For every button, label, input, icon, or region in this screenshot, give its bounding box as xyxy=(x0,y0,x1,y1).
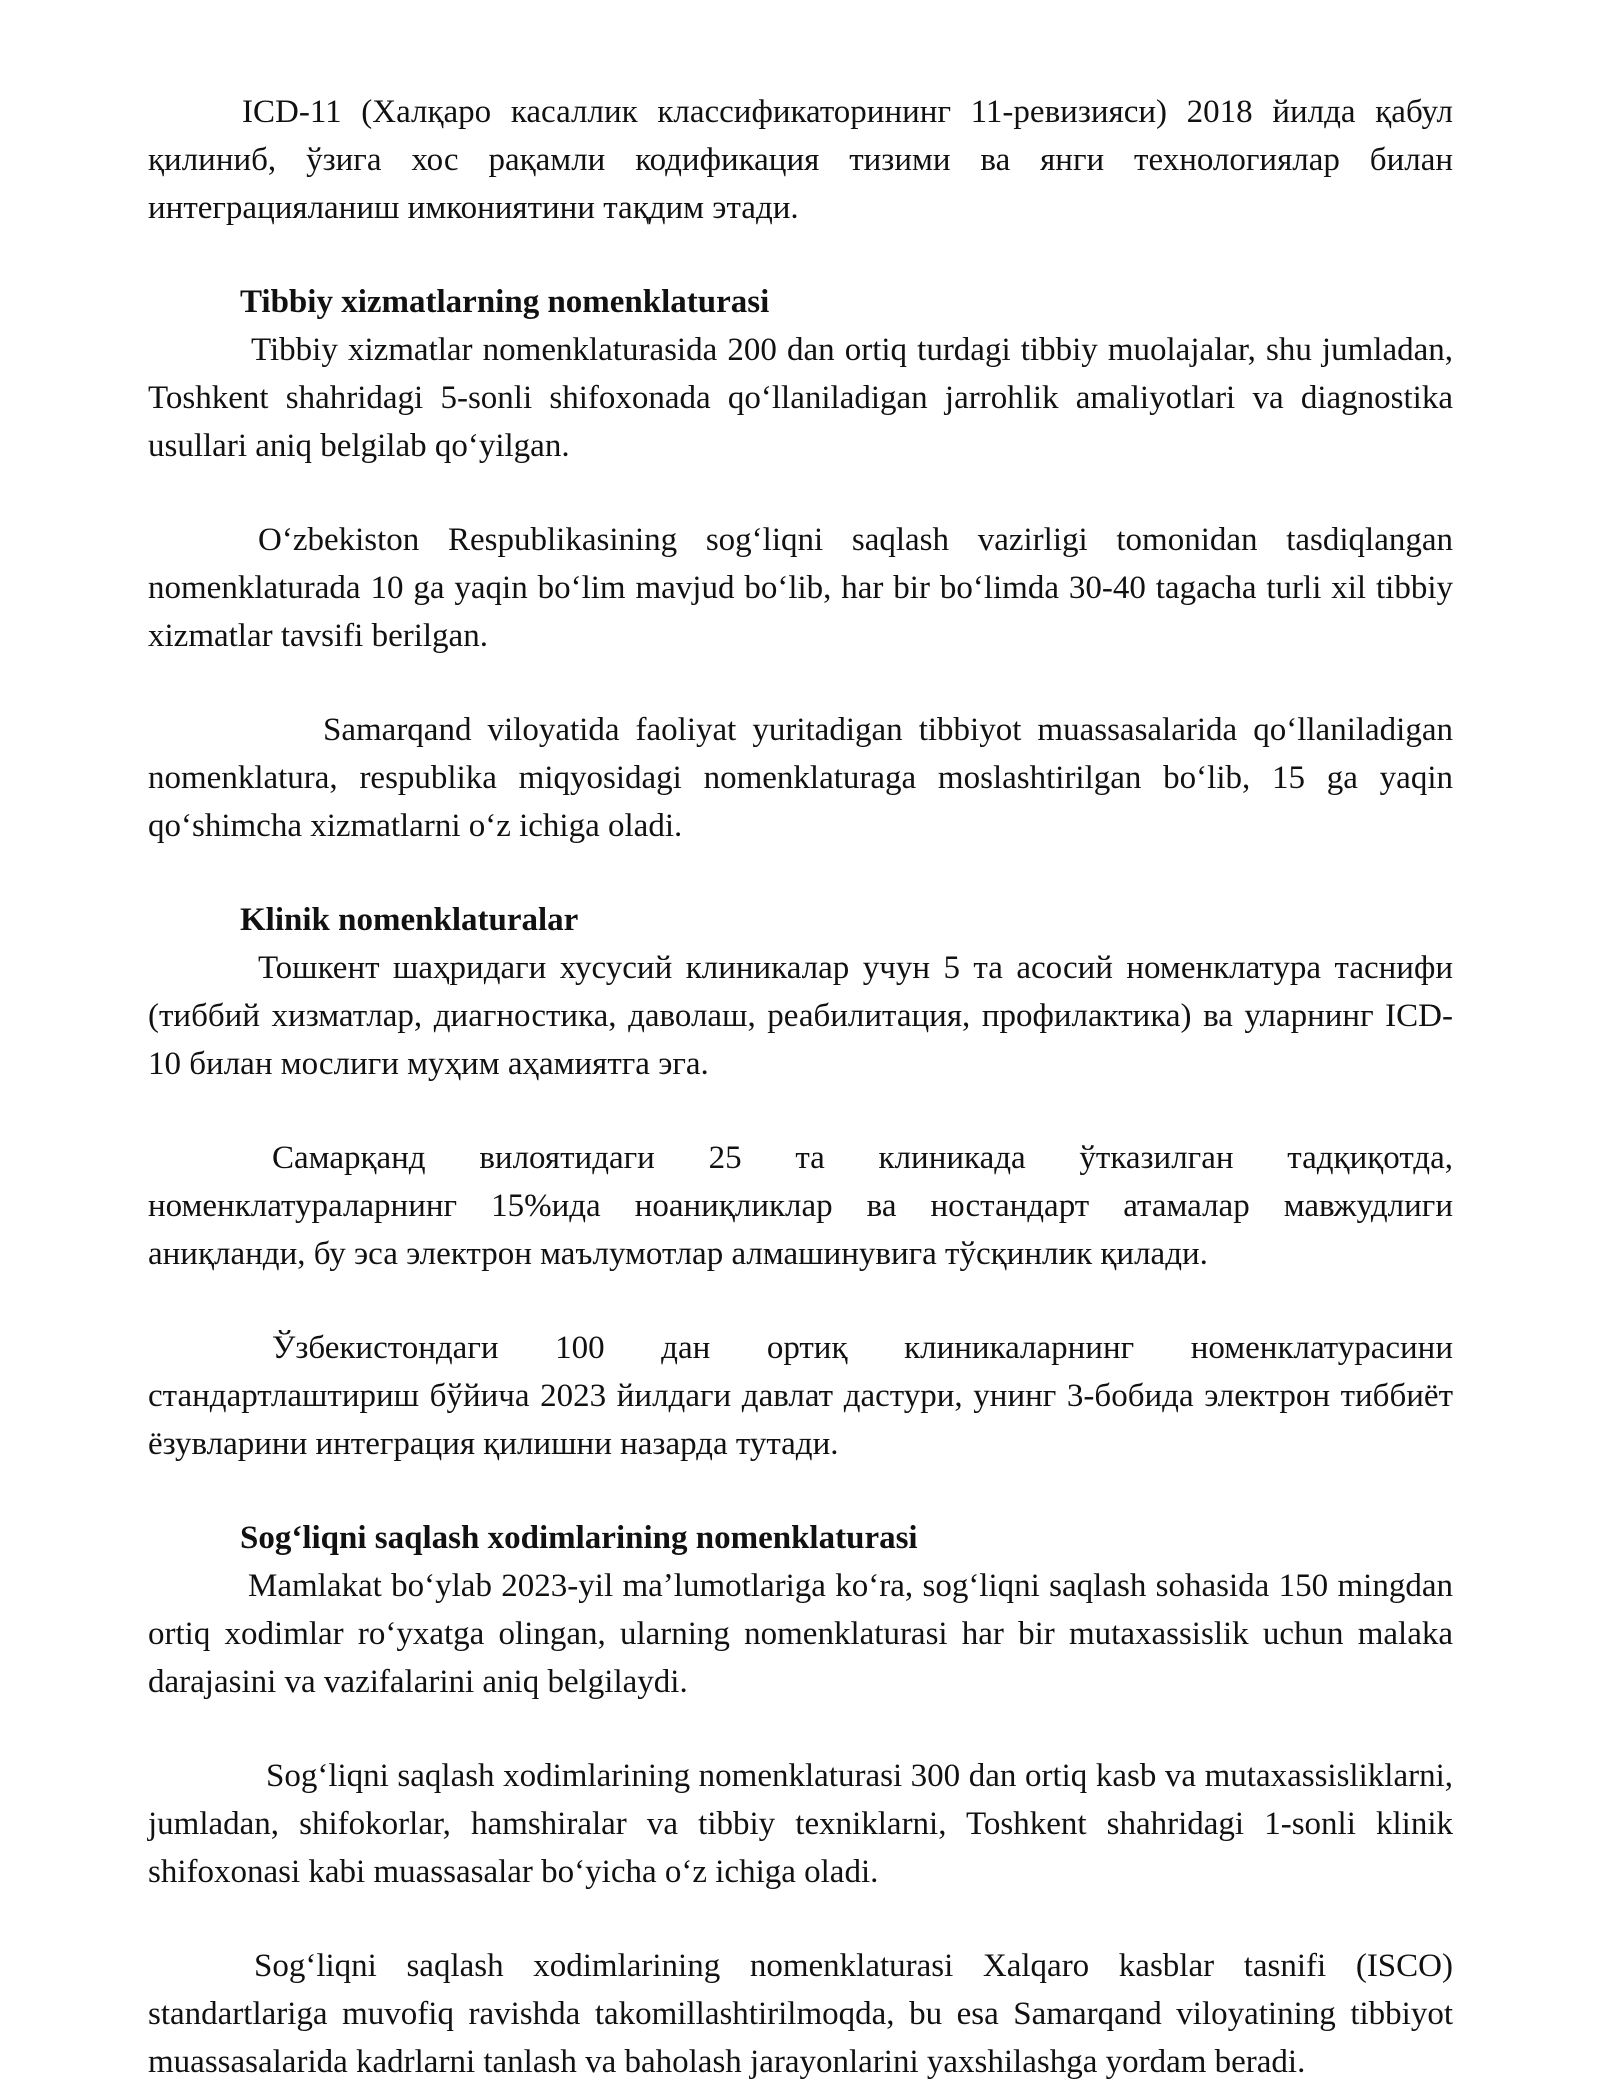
spacer xyxy=(148,1088,1453,1134)
paragraph-tashkent-clinics: Тошкент шаҳридаги хусусий клиникалар учун 5 та асосий номенклатура таснифи (тиббий хизматлар, диагностика, даволаш, реабилитация, профилактика) ва уларнинг ICD-10 билан мослиги муҳим аҳамиятга эга. xyxy=(148,950,1453,1082)
spacer xyxy=(148,1706,1453,1752)
document-page xyxy=(148,88,1453,2086)
spacer xyxy=(148,1468,1453,1514)
spacer xyxy=(148,470,1453,516)
spacer xyxy=(148,1278,1453,1324)
paragraph-services-200: Tibbiy xizmatlar nomenklaturasida 200 dan ortiq turdagi tibbiy muolajalar, shu jumladan, Toshkent shahridagi 5-sonli shifoxonada qoʻllaniladigan jarrohlik amaliyotlari va diagnostika usullari aniq belgilab qoʻyilgan. xyxy=(148,332,1453,464)
paragraph-isco-standards: Sogʻliqni saqlash xodimlarining nomenklaturasi Xalqaro kasblar tasnifi (ISCO) standartlariga muvofiq ravishda takomillashtirilmoqda, bu esa Samarqand viloyatining tibbiyot muassasalarida kadrlarni tanlash va baholash jarayonlarini yaxshilashga yordam beradi. xyxy=(148,1948,1453,2080)
paragraph-state-program: Ўзбекистондаги 100 дан ортиқ клиникаларнинг номенклатурасини стандартлаштириш бўйича 2023 йилдаги давлат дастури, унинг 3-бобида электрон тиббиёт ёзувларини интеграция қилишни назарда тутади. xyxy=(148,1330,1453,1462)
section-heading-medical-services: Tibbiy xizmatlarning nomenklaturasi xyxy=(240,284,770,320)
paragraph-samarkand-nomenclature: Samarqand viloyatida faoliyat yuritadigan tibbiyot muassasalarida qoʻllaniladigan nomenklatura, respublika miqyosidagi nomenklaturaga moslashtirilgan boʻlib, 15 ga yaqin qoʻshimcha xizmatlarni oʻz ichiga oladi. xyxy=(148,712,1453,844)
spacer xyxy=(148,850,1453,896)
paragraph-ministry-nomenclature: Oʻzbekiston Respublikasining sogʻliqni saqlash vazirligi tomonidan tasdiqlangan nomenklaturada 10 ga yaqin boʻlim mavjud boʻlib, har bir boʻlimda 30-40 tagacha turli xil tibbiy xizmatlar tavsifi berilgan. xyxy=(148,522,1453,654)
section-heading-clinical: Klinik nomenklaturalar xyxy=(240,902,579,938)
section-heading-health-workers: Sogʻliqni saqlash xodimlarining nomenklaturasi xyxy=(240,1520,918,1556)
spacer xyxy=(148,1896,1453,1942)
paragraph-workers-300-professions: Sogʻliqni saqlash xodimlarining nomenklaturasi 300 dan ortiq kasb va mutaxassisliklarni, jumladan, shifokorlar, hamshiralar va tibbiy texniklarni, Toshkent shahridagi 1-sonli klinik shifoxonasi kabi muassasalar boʻyicha oʻz ichiga oladi. xyxy=(148,1758,1453,1890)
paragraph-workers-150k: Mamlakat boʻylab 2023-yil maʼlumotlariga koʻra, sogʻliqni saqlash sohasida 150 mingdan ortiq xodimlar roʻyxatga olingan, ularning nomenklaturasi har bir mutaxassislik uchun malaka darajasini va vazifalarini aniq belgilaydi. xyxy=(148,1568,1453,1700)
paragraph-samarkand-study: Самарқанд вилоятидаги 25 та клиникада ўтказилган тадқиқотда, номенклатураларнинг 15%ида ноаниқликлар ва ностандарт атамалар мавжудлиги аниқланди, бу эса электрон маълумотлар алмашинувига тўсқинлик қилади. xyxy=(148,1140,1453,1272)
spacer xyxy=(148,232,1453,278)
paragraph-icd11: ICD-11 (Халқаро касаллик классификаторининг 11-ревизияси) 2018 йилда қабул қилиниб, ўзига хос рақамли кодификация тизими ва янги технологиялар билан интеграцияланиш имкониятини тақдим этади. xyxy=(148,94,1453,226)
spacer xyxy=(148,660,1453,706)
